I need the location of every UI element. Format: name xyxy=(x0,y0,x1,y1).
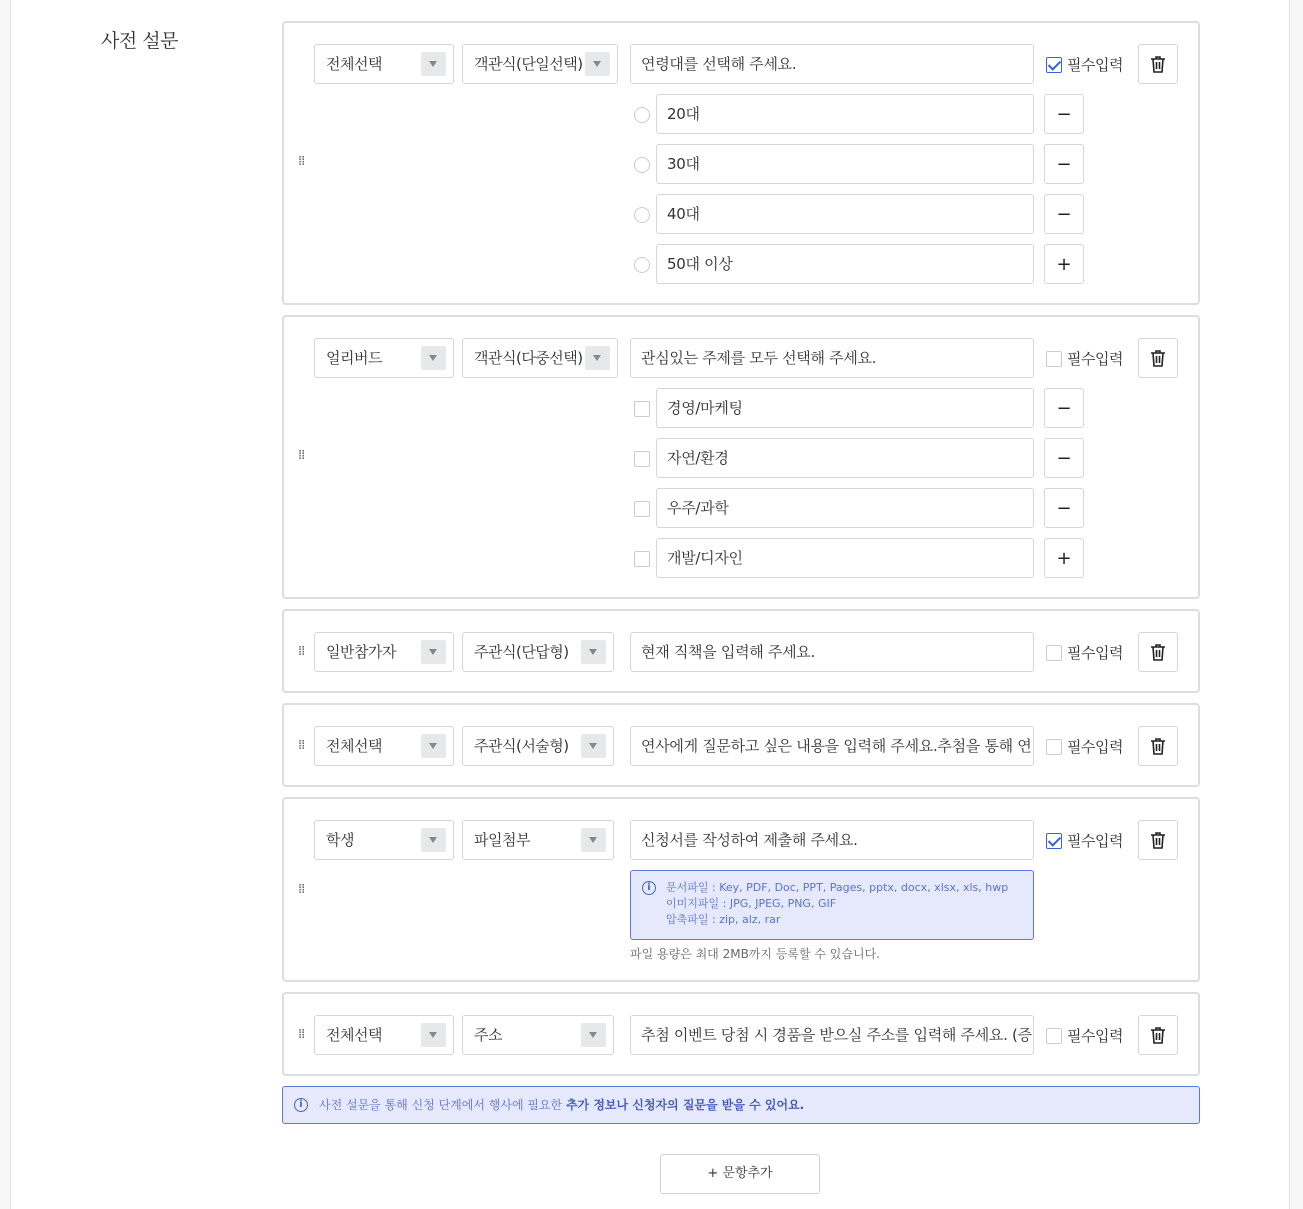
minus-icon: − xyxy=(1056,447,1072,469)
option-radio[interactable] xyxy=(634,157,650,173)
target-select-value: 학생 xyxy=(326,831,354,849)
checkbox-icon xyxy=(1046,1028,1062,1044)
info-icon: i xyxy=(294,1098,308,1112)
target-select-value: 일반참가자 xyxy=(326,643,396,661)
type-select[interactable] xyxy=(462,632,614,672)
required-label: 필수입력 xyxy=(1067,56,1123,74)
file-format-info xyxy=(630,870,1034,940)
question-card xyxy=(282,797,1200,982)
type-select-value: 주관식(서술형) xyxy=(474,737,569,755)
trash-icon xyxy=(1150,737,1166,755)
option-input[interactable]: 50대 이상 xyxy=(656,244,1034,284)
option-radio[interactable] xyxy=(634,107,650,123)
delete-button[interactable] xyxy=(1138,726,1178,766)
checkbox-checked-icon xyxy=(1046,833,1062,849)
type-select-value: 주소 xyxy=(474,1026,502,1044)
required-label: 필수입력 xyxy=(1067,832,1123,850)
target-select-value: 전체선택 xyxy=(326,737,382,755)
required-label: 필수입력 xyxy=(1067,350,1123,368)
file-size-note: 파일 용량은 최대 2MB까지 등록할 수 있습니다. xyxy=(630,947,880,961)
target-select[interactable] xyxy=(314,338,454,378)
dropdown-arrow-icon xyxy=(581,1023,606,1047)
checkbox-icon xyxy=(1046,645,1062,661)
remove-option-button[interactable] xyxy=(1044,438,1084,478)
drag-handle-icon[interactable]: ⁞⁞ xyxy=(298,154,305,169)
question-input[interactable]: 현재 직책을 입력해 주세요. xyxy=(630,632,1034,672)
required-checkbox[interactable] xyxy=(1046,1025,1123,1045)
dropdown-arrow-icon xyxy=(585,52,610,76)
page xyxy=(10,0,1290,1209)
section-title: 사전 설문 xyxy=(101,30,178,52)
option-input[interactable]: 경영/마케팅 xyxy=(656,388,1034,428)
add-option-button[interactable] xyxy=(1044,538,1084,578)
dropdown-arrow-icon xyxy=(421,346,446,370)
type-select[interactable] xyxy=(462,726,614,766)
delete-button[interactable] xyxy=(1138,820,1178,860)
plus-icon: + xyxy=(1056,547,1072,569)
type-select[interactable] xyxy=(462,44,618,84)
minus-icon: − xyxy=(1056,153,1072,175)
dropdown-arrow-icon xyxy=(581,828,606,852)
type-select[interactable] xyxy=(462,338,618,378)
add-question-button[interactable]: + 문항추가 xyxy=(660,1154,820,1194)
target-select[interactable] xyxy=(314,726,454,766)
dropdown-arrow-icon xyxy=(585,346,610,370)
type-select[interactable] xyxy=(462,1015,614,1055)
minus-icon: − xyxy=(1056,397,1072,419)
required-checkbox[interactable] xyxy=(1046,348,1123,368)
remove-option-button[interactable] xyxy=(1044,488,1084,528)
required-checkbox[interactable] xyxy=(1046,736,1123,756)
plus-icon: + xyxy=(1056,253,1072,275)
option-input[interactable]: 40대 xyxy=(656,194,1034,234)
target-select[interactable] xyxy=(314,820,454,860)
drag-handle-icon[interactable]: ⁞⁞ xyxy=(298,448,305,463)
option-checkbox[interactable] xyxy=(634,551,650,567)
dropdown-arrow-icon xyxy=(421,734,446,758)
required-checkbox[interactable] xyxy=(1046,830,1123,850)
option-checkbox[interactable] xyxy=(634,451,650,467)
question-input[interactable]: 연사에게 질문하고 싶은 내용을 입력해 주세요.추첨을 통해 연 xyxy=(630,726,1034,766)
question-input[interactable]: 연령대를 선택해 주세요. xyxy=(630,44,1034,84)
remove-option-button[interactable] xyxy=(1044,194,1084,234)
type-select-value: 파일첨부 xyxy=(474,831,530,849)
add-option-button[interactable] xyxy=(1044,244,1084,284)
target-select[interactable] xyxy=(314,1015,454,1055)
target-select[interactable] xyxy=(314,44,454,84)
option-input[interactable]: 20대 xyxy=(656,94,1034,134)
type-select-value: 객관식(단일선택) xyxy=(474,55,583,73)
option-checkbox[interactable] xyxy=(634,501,650,517)
type-select[interactable] xyxy=(462,820,614,860)
option-input[interactable]: 우주/과학 xyxy=(656,488,1034,528)
delete-button[interactable] xyxy=(1138,632,1178,672)
drag-handle-icon[interactable]: ⁞⁞ xyxy=(298,1027,305,1042)
survey-info-banner xyxy=(282,1086,1200,1124)
drag-handle-icon[interactable]: ⁞⁞ xyxy=(298,882,305,897)
question-card xyxy=(282,703,1200,787)
question-card xyxy=(282,992,1200,1076)
required-checkbox[interactable] xyxy=(1046,54,1123,74)
checkbox-icon xyxy=(1046,739,1062,755)
option-radio[interactable] xyxy=(634,257,650,273)
survey-info-text-normal: 사전 설문을 통해 신청 단계에서 행사에 필요한 xyxy=(319,1098,566,1112)
option-radio[interactable] xyxy=(634,207,650,223)
file-format-archive: 압축파일 : zip, alz, rar xyxy=(666,913,781,926)
required-label: 필수입력 xyxy=(1067,644,1123,662)
target-select-value: 전체선택 xyxy=(326,1026,382,1044)
delete-button[interactable] xyxy=(1138,44,1178,84)
checkbox-icon xyxy=(1046,351,1062,367)
type-select-value: 객관식(다중선택) xyxy=(474,349,583,367)
question-input[interactable]: 신청서를 작성하여 제출해 주세요. xyxy=(630,820,1034,860)
dropdown-arrow-icon xyxy=(581,734,606,758)
trash-icon xyxy=(1150,55,1166,73)
question-input[interactable]: 추첨 이벤트 당첨 시 경품을 받으실 주소를 입력해 주세요. (증 xyxy=(630,1015,1034,1055)
option-input[interactable]: 30대 xyxy=(656,144,1034,184)
question-card xyxy=(282,609,1200,693)
target-select-value: 얼리버드 xyxy=(326,349,382,367)
minus-icon: − xyxy=(1056,497,1072,519)
survey-info-text xyxy=(319,1097,804,1113)
drag-handle-icon[interactable]: ⁞⁞ xyxy=(298,644,305,659)
option-input[interactable]: 자연/환경 xyxy=(656,438,1034,478)
trash-icon xyxy=(1150,643,1166,661)
required-label: 필수입력 xyxy=(1067,738,1123,756)
delete-button[interactable] xyxy=(1138,1015,1178,1055)
dropdown-arrow-icon xyxy=(581,640,606,664)
remove-option-button[interactable] xyxy=(1044,94,1084,134)
question-card xyxy=(282,21,1200,305)
required-checkbox[interactable] xyxy=(1046,642,1123,662)
minus-icon: − xyxy=(1056,203,1072,225)
file-format-doc: 문서파일 : Key, PDF, Doc, PPT, Pages, pptx, docx, xlsx, xls, hwp xyxy=(666,881,1009,894)
file-format-image: 이미지파일 : JPG, JPEG, PNG, GIF xyxy=(666,897,837,910)
minus-icon: − xyxy=(1056,103,1072,125)
delete-button[interactable] xyxy=(1138,338,1178,378)
checkbox-checked-icon xyxy=(1046,57,1062,73)
dropdown-arrow-icon xyxy=(421,1023,446,1047)
drag-handle-icon[interactable]: ⁞⁞ xyxy=(298,738,305,753)
remove-option-button[interactable] xyxy=(1044,144,1084,184)
survey-info-text-bold: 추가 정보나 신청자의 질문을 받을 수 있어요. xyxy=(565,1098,805,1112)
question-input[interactable]: 관심있는 주제를 모두 선택해 주세요. xyxy=(630,338,1034,378)
type-select-value: 주관식(단답형) xyxy=(474,643,569,661)
trash-icon xyxy=(1150,831,1166,849)
dropdown-arrow-icon xyxy=(421,640,446,664)
option-input[interactable]: 개발/디자인 xyxy=(656,538,1034,578)
question-card xyxy=(282,315,1200,599)
info-icon: i xyxy=(642,881,656,895)
target-select-value: 전체선택 xyxy=(326,55,382,73)
target-select[interactable] xyxy=(314,632,454,672)
dropdown-arrow-icon xyxy=(421,52,446,76)
trash-icon xyxy=(1150,1026,1166,1044)
option-checkbox[interactable] xyxy=(634,401,650,417)
trash-icon xyxy=(1150,349,1166,367)
dropdown-arrow-icon xyxy=(421,828,446,852)
required-label: 필수입력 xyxy=(1067,1027,1123,1045)
remove-option-button[interactable] xyxy=(1044,388,1084,428)
